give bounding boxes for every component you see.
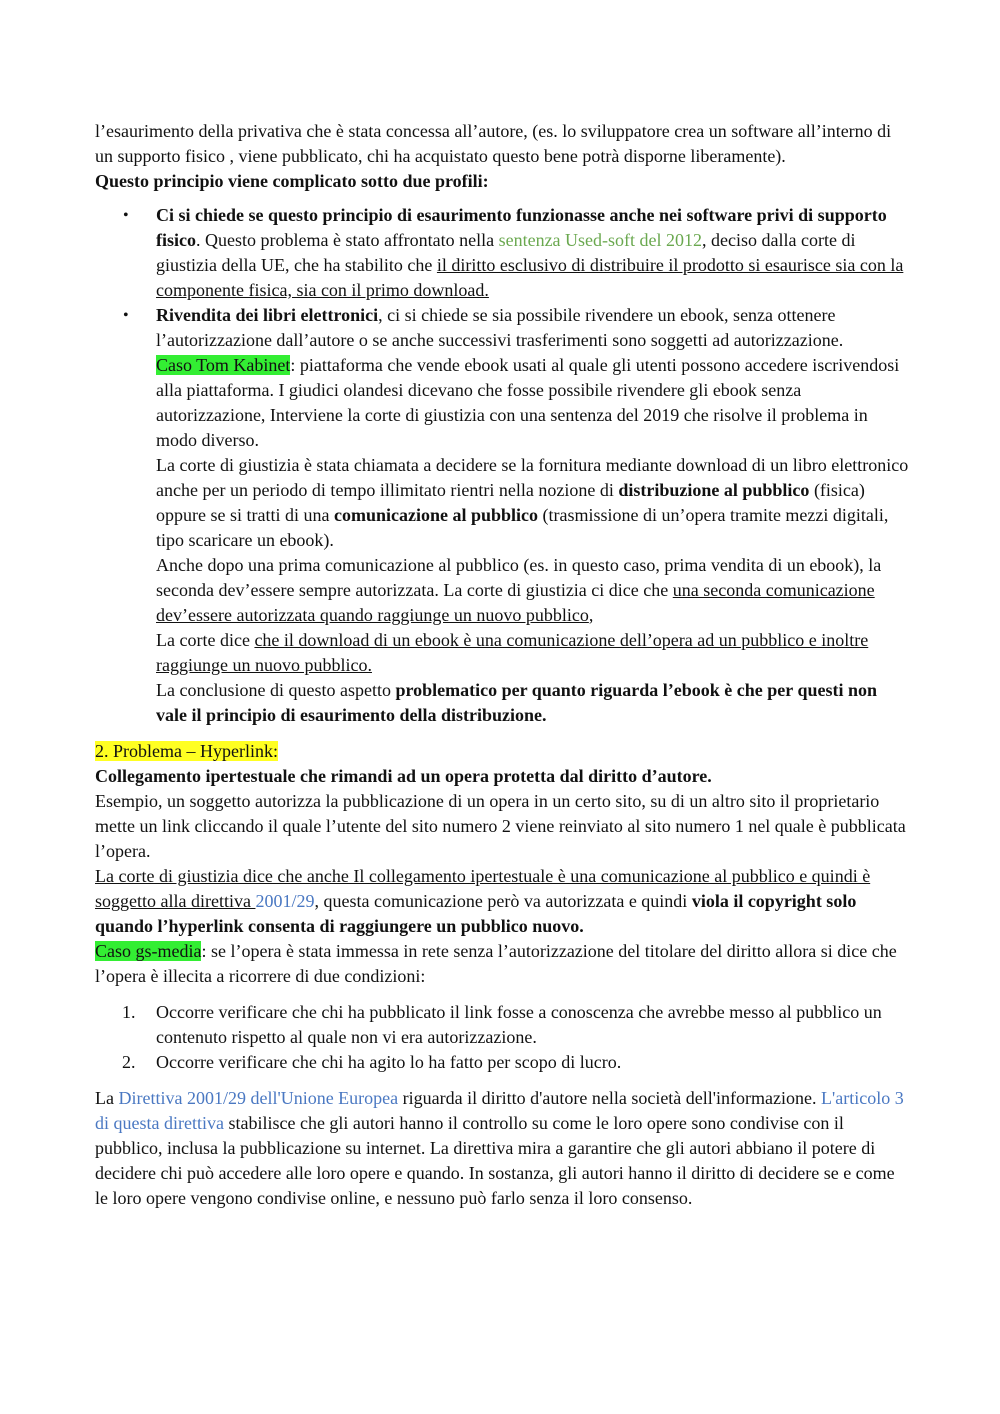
intro-paragraph: l’esaurimento della privativa che è stata concessa all’autore, (es. lo sviluppatore crea un software all’interno di un supporto fisico , viene pubblicato, chi ha acquistato questo bene potrà disporne liberamente).	[95, 121, 892, 166]
list-item-paragraph: La corte dice che il download di un ebook è una comunicazione dell’opera ad un pubblico e inoltre raggiunge un nuovo pubblico.	[156, 630, 869, 675]
bullet-marker: •	[123, 307, 129, 324]
list-item: • Ci si chiede se questo principio di esaurimento funzionasse anche nei software privi di supporto fisico. Questo problema è stato affrontato nella sentenza Used-soft del 2012, deciso dalla corte di giustizia della UE, che ha stabilito che il diritto esclusivo di distribuire il prodotto si esaurisce sia con la componente fisica, sia con il primo download.	[123, 205, 904, 300]
case-label-highlight: Caso gs-media	[95, 941, 202, 961]
problem-example: Esempio, un soggetto autorizza la pubblicazione di un opera in un certo sito, su di un altro sito il proprietario mette un link cliccando il quale l’utente del sito numero 2 viene reinviato al sito numero 1 nel quale è pubblicata l’opera.	[95, 791, 906, 861]
court-paragraph: La corte di giustizia dice che anche Il collegamento ipertestuale è una comunicazione al pubblico e quindi è soggetto alla direttiva 2001/29, questa comunicazione però va autorizzata e quindi viola il copyright solo quando l’hyperlink consenta di raggiungere un pubblico nuovo.	[95, 866, 871, 936]
used-soft-link[interactable]: sentenza Used-soft del 2012	[498, 230, 703, 250]
bullet-marker: •	[123, 207, 129, 224]
list-item: 1. Occorre verificare che chi ha pubblicato il link fosse a conoscenza che avrebbe messo al pubblico un contenuto rispetto al quale non vi era autorizzazione.	[122, 1002, 882, 1047]
list-item-paragraph: La conclusione di questo aspetto problematico per quanto riguarda l’ebook è che per questi non vale il principio di esaurimento della distribuzione.	[156, 680, 877, 725]
section-heading: Questo principio viene complicato sotto due profili:	[95, 171, 489, 191]
spacer	[95, 728, 910, 739]
profiles-list	[95, 203, 910, 728]
problem-heading: 2. Problema – Hyperlink:	[95, 741, 278, 761]
article-link[interactable]: L'articolo 3 di questa direttiva	[95, 1088, 904, 1133]
case-label-highlight: Caso Tom Kabinet	[156, 355, 291, 375]
document-body	[95, 119, 910, 1211]
directive-link[interactable]: 2001/29	[255, 891, 315, 911]
list-item-paragraph: La corte di giustizia è stata chiamata a decidere se la fornitura mediante download di un libro elettronico anche per un periodo di tempo illimitato rientri nella nozione di distribuzione al pubblico (fisica) oppure se si tratti di una comunicazione al pubblico (trasmissione di un’opera tramite mezzi digitali, tipo scaricare un ebook).	[156, 455, 909, 550]
list-item-paragraph: Anche dopo una prima comunicazione al pubblico (es. in questo caso, prima vendita di un ebook), la seconda dev’essere sempre autorizzata. La corte di giustizia ci dice che una seconda comunicazione dev’essere autorizzata quando raggiunge un nuovo pubblico,	[156, 555, 882, 625]
list-number: 1.	[122, 1002, 136, 1022]
directive-link[interactable]: Direttiva 2001/29 dell'Unione Europea	[118, 1088, 399, 1108]
list-item-paragraph: Caso Tom Kabinet: piattaforma che vende ebook usati al quale gli utenti possono accedere iscrivendosi alla piattaforma. I giudici olandesi dicevano che fosse possibile rivendere gli ebook senza autorizzazione, Interviene la corte di giustizia con una sentenza del 2019 che risolve il problema in modo diverso.	[156, 355, 900, 450]
spacer	[95, 1075, 910, 1086]
list-number: 2.	[122, 1052, 136, 1072]
case-paragraph: Caso gs-media: se l’opera è stata immessa in rete senza l’autorizzazione del titolare del diritto allora si dice che l’opera è illecita a ricorrere di due condizioni:	[95, 941, 897, 986]
conditions-list	[95, 1000, 910, 1075]
list-item: 2. Occorre verificare che chi ha agito lo ha fatto per scopo di lucro.	[95, 1050, 910, 1075]
problem-subheading: Collegamento ipertestuale che rimandi ad un opera protetta dal diritto d’autore.	[95, 766, 712, 786]
list-item-paragraph: Rivendita dei libri elettronici, ci si chiede se sia possibile rivendere un ebook, senza ottenere l’autorizzazione dall’autore o se anche successivi trasferimenti sono soggetti ad autorizzazione.	[156, 305, 844, 350]
closing-paragraph: La Direttiva 2001/29 dell'Unione Europea riguarda il diritto d'autore nella società dell'informazione. L'articolo 3 di questa direttiva stabilisce che gli autori hanno il controllo su come le loro opere sono condivise con il pubblico, inclusa la pubblicazione su internet. La direttiva mira a garantire che gli autori abbiano il potere di decidere chi può accedere alle loro opere e quando. In sostanza, gli autori hanno il diritto di decidere se e come le loro opere vengono condivise online, e nessuno può farlo senza il loro consenso.	[95, 1088, 904, 1208]
list-item	[95, 303, 910, 728]
